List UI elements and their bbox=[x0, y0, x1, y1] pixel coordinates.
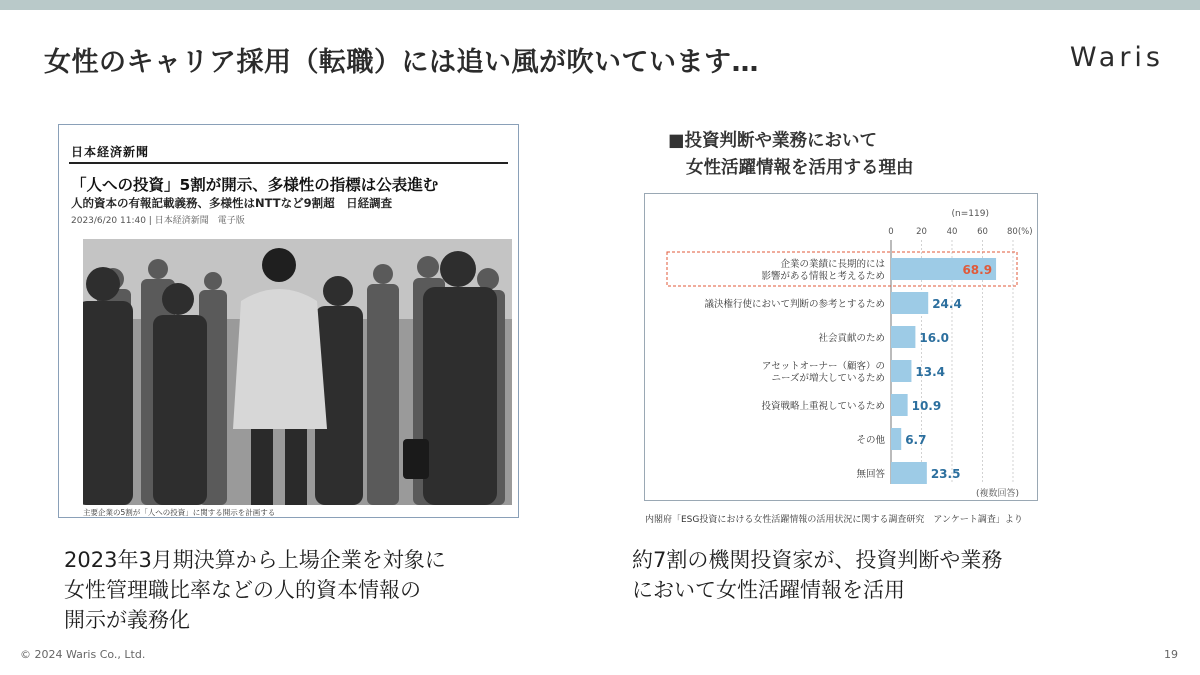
left-summary bbox=[64, 545, 544, 635]
category-label: 無回答 bbox=[856, 469, 885, 480]
chart-canvas bbox=[645, 194, 1039, 502]
bar-value-label: 16.0 bbox=[919, 331, 950, 345]
bar bbox=[891, 428, 901, 450]
bar bbox=[891, 394, 908, 416]
commuters-photo-illustration bbox=[83, 239, 512, 505]
x-tick-label: 80(%) bbox=[1007, 227, 1033, 237]
bar bbox=[891, 326, 915, 348]
slide-title: 女性のキャリア採用（転職）には追い風が吹いています… bbox=[44, 47, 759, 78]
right-summary-line-2: において女性活躍情報を活用 bbox=[632, 578, 905, 602]
left-summary-line-3: 開示が義務化 bbox=[64, 608, 190, 632]
category-label: ニーズが増大しているため bbox=[771, 373, 885, 384]
right-summary-line-1: 約7割の機関投資家が、投資判断や業務 bbox=[632, 548, 1003, 572]
bar-value-label: 6.7 bbox=[905, 433, 927, 447]
newspaper-clipping bbox=[58, 124, 519, 518]
bar-value-label: 10.9 bbox=[911, 399, 942, 413]
footer-copyright: © 2024 Waris Co., Ltd. bbox=[20, 648, 146, 661]
newspaper-masthead: 日本経済新聞 bbox=[71, 145, 150, 159]
article-headline: 「人への投資」5割が開示、多様性の指標は公表進む bbox=[71, 176, 439, 194]
photo-caption: 主要企業の5割が「人への投資」に関する開示を計画する bbox=[83, 508, 276, 517]
chart-footnote: (複数回答) bbox=[975, 489, 1019, 499]
chart-sample-size: (n=119) bbox=[951, 209, 989, 219]
chart-heading-line-1: ■投資判断や業務において bbox=[668, 131, 878, 151]
commuters-photo bbox=[83, 239, 512, 505]
chart-heading bbox=[668, 128, 914, 182]
page-number: 19 bbox=[1164, 648, 1178, 661]
chart-source: 内閣府「ESG投資における女性活躍情報の活用状況に関する調査研究 アンケート調査」より bbox=[645, 515, 1023, 525]
article-subhead: 人的資本の有報記載義務、多様性はNTTなど9割超 日経調査 bbox=[71, 196, 393, 210]
category-label: 影響がある情報と考えるため bbox=[761, 271, 885, 282]
category-label: アセットオーナー（顧客）の bbox=[761, 361, 885, 372]
category-label: その他 bbox=[856, 435, 885, 446]
bar-value-label: 68.9 bbox=[962, 263, 993, 277]
top-accent-band bbox=[0, 0, 1200, 10]
x-tick-label: 20 bbox=[916, 227, 927, 237]
right-summary bbox=[632, 545, 1102, 605]
bar-value-label: 23.5 bbox=[930, 467, 961, 481]
category-label: 社会貢献のため bbox=[818, 333, 885, 344]
bar-value-label: 13.4 bbox=[915, 365, 946, 379]
bar bbox=[891, 462, 927, 484]
x-tick-label: 60 bbox=[977, 227, 988, 237]
bar bbox=[891, 292, 928, 314]
bar bbox=[891, 360, 911, 382]
category-label: 企業の業績に長期的には bbox=[780, 259, 885, 270]
x-tick-label: 0 bbox=[888, 227, 894, 237]
bar-value-label: 24.4 bbox=[932, 297, 962, 311]
chart-heading-line-2: 女性活躍情報を活用する理由 bbox=[686, 158, 914, 178]
brand-logo: Waris bbox=[1069, 42, 1164, 73]
category-label: 議決権行使において判断の参考とするため bbox=[704, 299, 885, 310]
left-summary-line-2: 女性管理職比率などの人的資本情報の bbox=[64, 578, 421, 602]
masthead-rule bbox=[69, 162, 508, 164]
article-dateline: 2023/6/20 11:40 | 日本経済新聞 電子版 bbox=[71, 216, 245, 226]
x-tick-label: 40 bbox=[946, 227, 958, 237]
survey-bar-chart bbox=[644, 193, 1038, 501]
left-summary-line-1: 2023年3月期決算から上場企業を対象に bbox=[64, 548, 446, 572]
category-label: 投資戦略上重視しているため bbox=[761, 401, 885, 412]
